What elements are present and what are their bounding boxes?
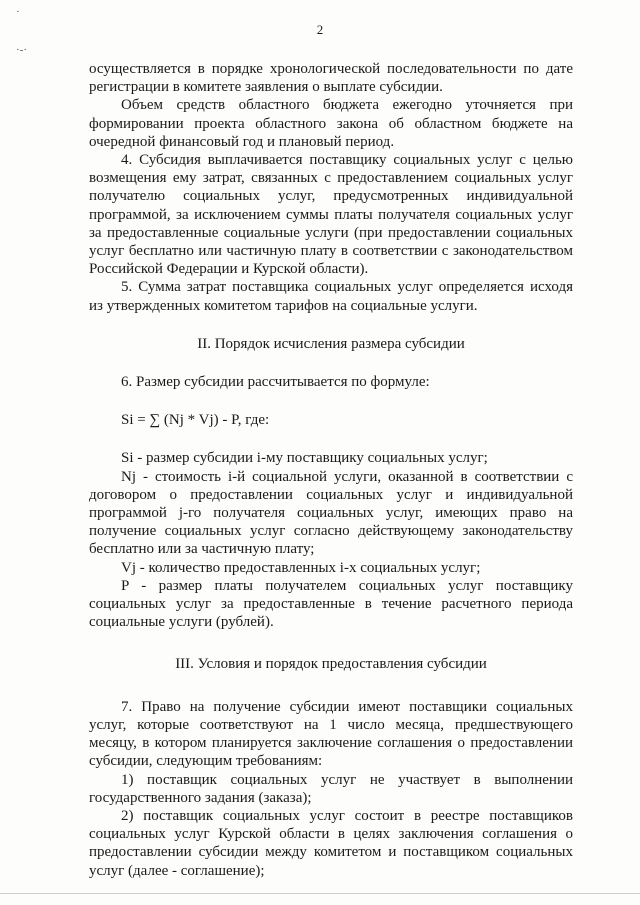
definition: Nj - стоимость i-й социальной услуги, оказанной в соответствии с договором о предоставлении социальных услуг и индивидуальной программой j-го получателя социальных услуг, имеющих право на получение социальных услуг согласно действующему законодательству бесплатно или за частичную плату;	[89, 468, 573, 558]
paragraph: 4. Субсидия выплачивается поставщику социальных услуг с целью возмещения ему затрат, связанных с предоставлением социальных услуг получателю социальных услуг, предусмотренных индивидуальной программой, за исключением суммы платы получателя социальных услуг за предоставленные социальные услуги (при предоставлении социальных услуг бесплатно или частичную плату в соответствии с законодательством Российской Федерации и Курской области).	[89, 152, 573, 278]
paragraph: Объем средств областного бюджета ежегодно уточняется при формировании проекта областного закона об областном бюджете на очередной финансовый год и плановый период.	[89, 97, 573, 150]
list-item: 2) поставщик социальных услуг состоит в реестре поставщиков социальных услуг Курской области в целях заключения соглашения о предоставлении субсидии между комитетом и поставщиком социальных услуг (далее - соглашение);	[89, 807, 573, 879]
document-body	[89, 60, 573, 880]
page-edge-divider	[0, 893, 640, 894]
paragraph: 7. Право на получение субсидии имеют поставщики социальных услуг, которые соответствуют на 1 число месяца, предшествующего месяцу, в котором планируется заключение соглашения о предоставлении субсидии, следующим требованиям:	[89, 698, 573, 770]
definition: Si - размер субсидии i-му поставщику социальных услуг;	[121, 450, 488, 467]
definition: P - размер платы получателем социальных услуг поставщику социальных услуг за предоставленные в течение расчетного периода социальные услуги (рублей).	[89, 577, 573, 631]
page-number: 2	[316, 22, 324, 37]
section-heading: II. Порядок исчисления размера субсидии	[197, 335, 465, 352]
margin-mark: ·-·	[16, 44, 27, 56]
definition: Vj - количество предоставленных i-х социальных услуг;	[121, 559, 481, 576]
margin-mark: ·	[16, 6, 20, 18]
paragraph: 6. Размер субсидии рассчитывается по формуле:	[121, 374, 430, 391]
paragraph: осуществляется в порядке хронологической последовательности по дате регистрации в комитете заявления о выплате субсидии.	[89, 61, 573, 96]
list-item: 1) поставщик социальных услуг не участвует в выполнении государственного задания (заказа);	[89, 771, 573, 806]
section-heading: III. Условия и порядок предоставления субсидии	[175, 656, 487, 673]
paragraph: 5. Сумма затрат поставщика социальных услуг определяется исходя из утвержденных комитетом тарифов на социальные услуги.	[89, 279, 573, 314]
formula: Si = ∑ (Nj * Vj) - P, где:	[121, 412, 270, 429]
